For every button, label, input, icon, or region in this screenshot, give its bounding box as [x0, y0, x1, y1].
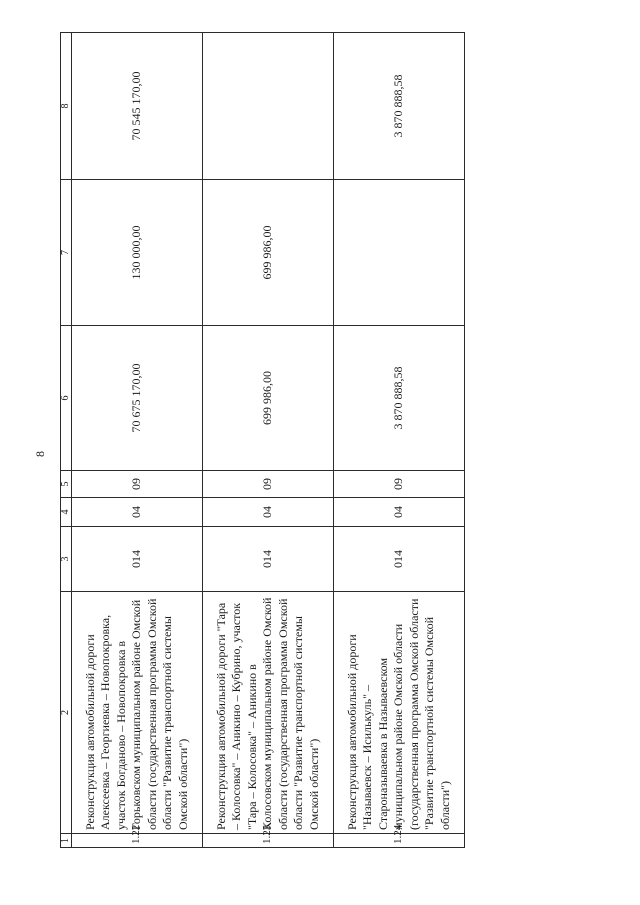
row-subsection-code: 09 — [334, 471, 465, 498]
row-number: 1.22 — [72, 834, 203, 848]
column-header-6: 6 — [61, 326, 72, 471]
column-header-5: 5 — [61, 471, 72, 498]
rotated-table-wrapper — [60, 33, 463, 848]
row-amount-col7 — [334, 180, 465, 326]
row-amount-col8: 70 545 170,00 — [72, 33, 203, 180]
column-header-4: 4 — [61, 498, 72, 527]
column-header-2: 2 — [61, 592, 72, 834]
page-number: 8 — [33, 451, 47, 457]
row-section-code: 04 — [203, 498, 334, 527]
row-amount-col7: 130 000,00 — [72, 180, 203, 326]
row-section-code: 04 — [334, 498, 465, 527]
row-amount-col8 — [203, 33, 334, 180]
row-number: 1.24 — [334, 834, 465, 848]
budget-table — [60, 32, 465, 848]
row-amount-col6: 70 675 170,00 — [72, 326, 203, 471]
row-subsection-code: 09 — [72, 471, 203, 498]
row-amount-col6: 699 986,00 — [203, 326, 334, 471]
row-amount-col6: 3 870 888,58 — [334, 326, 465, 471]
row-description: Реконструкция автомобильной дороги "Называевск – Исилькуль" – Староназываевка в Называевском муниципальном районе Омской области (государственная программа Омской области "Развитие транспортной системы Омской области") — [334, 592, 465, 834]
column-header-8: 8 — [61, 33, 72, 180]
column-header-1: 1 — [61, 834, 72, 848]
row-subsection-code: 09 — [203, 471, 334, 498]
row-number: 1.23 — [203, 834, 334, 848]
row-description: Реконструкция автомобильной дороги "Тара – Колосовка" – Аникино – Кубрино, участок "Тара – Колосовка" – Аникино в Колосовском муниципальном районе Омской области (государственная программа Омской области "Развитие транспортной системы Омской области") — [203, 592, 334, 834]
row-grbs-code: 014 — [72, 527, 203, 592]
row-description: Реконструкция автомобильной дороги Алексеевка – Георгиевка – Новопокровка, участок Богданово – Новопокровка в Горьковском муниципальном районе Омской области (государственная программа Омской области "Развитие транспортной системы Омской области") — [72, 592, 203, 834]
table-row — [203, 33, 334, 848]
row-amount-col8: 3 870 888,58 — [334, 33, 465, 180]
column-number-row — [61, 33, 72, 848]
column-header-7: 7 — [61, 180, 72, 326]
row-section-code: 04 — [72, 498, 203, 527]
row-grbs-code: 014 — [334, 527, 465, 592]
row-amount-col7: 699 986,00 — [203, 180, 334, 326]
column-header-3: 3 — [61, 527, 72, 592]
table-row — [72, 33, 203, 848]
row-grbs-code: 014 — [203, 527, 334, 592]
table-row — [334, 33, 465, 848]
